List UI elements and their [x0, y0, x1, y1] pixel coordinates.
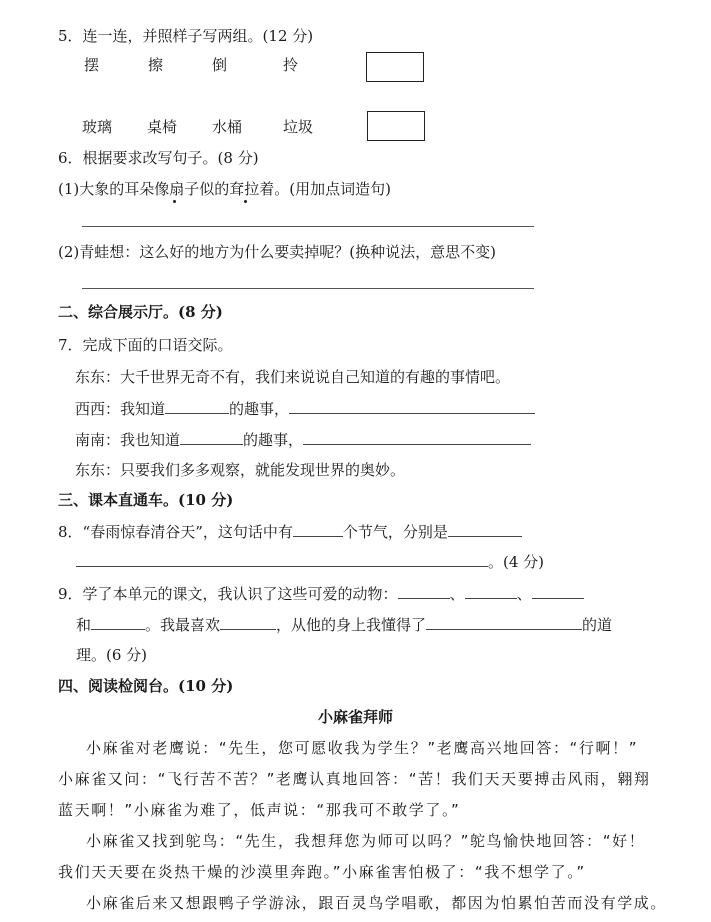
- q9-prefix: 9．学了本单元的课文，我认识了这些可爱的动物：: [58, 585, 398, 603]
- noun-1: 玻璃: [82, 118, 113, 136]
- q9-line-3: 理。(6 分): [76, 646, 148, 664]
- q9-sep-2: 、: [516, 585, 532, 603]
- q6-item-1: (1)大象的耳朵像扇子似的耷拉着。(用加点词造句): [58, 180, 391, 198]
- blank-lesson[interactable]: [426, 615, 582, 630]
- blank-nannan-topic[interactable]: [180, 430, 243, 445]
- story-p2-line-2: 我们天天要在炎热干燥的沙漠里奔跑。”小麻雀害怕极了：“我不想学了。”: [58, 863, 586, 881]
- q8-prefix: 8．“春雨惊春清谷天”，这句话中有: [58, 523, 293, 541]
- blank-animal-2[interactable]: [465, 584, 517, 599]
- dialogue-nannan-mid: 的趣事，: [243, 431, 304, 449]
- dialogue-line-3: [75, 430, 531, 450]
- q8-line-2: [76, 552, 544, 572]
- q9-learn: ，从他的身上我懂得了: [276, 616, 427, 634]
- blank-xixi-detail[interactable]: [289, 399, 535, 414]
- noun-2: 桌椅: [147, 118, 178, 136]
- answer-line-6-2[interactable]: [82, 288, 534, 289]
- q6-item-2: (2)青蛙想：这么好的地方为什么要卖掉呢？(换种说法，意思不变): [58, 243, 496, 261]
- story-p1-line-3: 蓝天啊！”小麻雀为难了，低声说：“那我可不敢学了。”: [58, 801, 461, 819]
- story-p1-line-2: 小麻雀又问：“飞行苦不苦？”老鹰认真地回答：“苦！我们天天要搏击风雨，翱翔: [58, 770, 651, 788]
- q9-sep-1: 、: [449, 585, 465, 603]
- noun-3: 水桶: [212, 118, 243, 136]
- blank-q8-terms-cont[interactable]: [76, 552, 488, 567]
- q8-mid: 个节气，分别是: [342, 523, 448, 541]
- answer-box-1[interactable]: [366, 52, 424, 82]
- dialogue-line-2: [75, 399, 535, 419]
- answer-line-6-1[interactable]: [82, 226, 534, 227]
- blank-animal-4[interactable]: [91, 615, 145, 630]
- q9-line-1: [58, 584, 584, 604]
- verb-3: 倒: [212, 56, 228, 74]
- emphasis-dot-2: [244, 200, 247, 203]
- q9-fav: 。我最喜欢: [145, 616, 221, 634]
- blank-favorite[interactable]: [220, 615, 276, 630]
- verb-1: 摆: [84, 56, 100, 74]
- blank-animal-3[interactable]: [532, 584, 584, 599]
- blank-q8-count[interactable]: [293, 522, 343, 537]
- q9-and: 和: [76, 616, 92, 634]
- dialogue-line-4: 东东：只要我们多多观察，就能发现世界的奥妙。: [75, 461, 406, 479]
- q7-title: 7．完成下面的口语交际。: [58, 336, 233, 354]
- story-title: 小麻雀拜师: [317, 708, 393, 726]
- blank-xixi-topic[interactable]: [165, 399, 229, 414]
- q9-de: 的道: [582, 616, 613, 634]
- dialogue-speaker-xixi: 西西：我知道: [75, 400, 166, 418]
- q8-line-1: [58, 522, 522, 542]
- section-3-heading: 三、课本直通车。(10 分): [58, 491, 234, 509]
- emphasis-dot-1: [173, 200, 176, 203]
- noun-4: 垃圾: [283, 118, 314, 136]
- story-p2-line-1: 小麻雀又找到鸵鸟：“先生，我想拜您为师可以吗？”鸵鸟愉快地回答：“好！: [86, 832, 646, 850]
- story-p3-line-1: 小麻雀后来又想跟鸭子学游泳，跟百灵鸟学唱歌，都因为怕累怕苦而没有学成。: [86, 894, 668, 912]
- verb-2: 擦: [148, 56, 164, 74]
- answer-box-2[interactable]: [367, 111, 425, 141]
- q6-title: 6．根据要求改写句子。(8 分): [58, 149, 259, 167]
- blank-q8-terms[interactable]: [448, 522, 522, 537]
- blank-nannan-detail[interactable]: [303, 430, 531, 445]
- section-2-heading: 二、综合展示厅。(8 分): [58, 303, 223, 321]
- q8-end: 。(4 分): [488, 553, 545, 571]
- dialogue-line-1: 东东：大千世界无奇不有，我们来说说自己知道的有趣的事情吧。: [75, 368, 511, 386]
- story-p1-line-1: 小麻雀对老鹰说：“先生，您可愿收我为学生？”老鹰高兴地回答：“行啊！”: [86, 739, 639, 757]
- q9-line-2: [76, 615, 612, 635]
- verb-4: 拎: [283, 56, 299, 74]
- dialogue-speaker-nannan: 南南：我也知道: [75, 431, 181, 449]
- section-4-heading: 四、阅读检阅台。(10 分): [58, 677, 234, 695]
- q5-title: 5．连一连，并照样子写两组。(12 分): [58, 27, 314, 45]
- dialogue-xixi-mid: 的趣事，: [229, 400, 290, 418]
- blank-animal-1[interactable]: [398, 584, 450, 599]
